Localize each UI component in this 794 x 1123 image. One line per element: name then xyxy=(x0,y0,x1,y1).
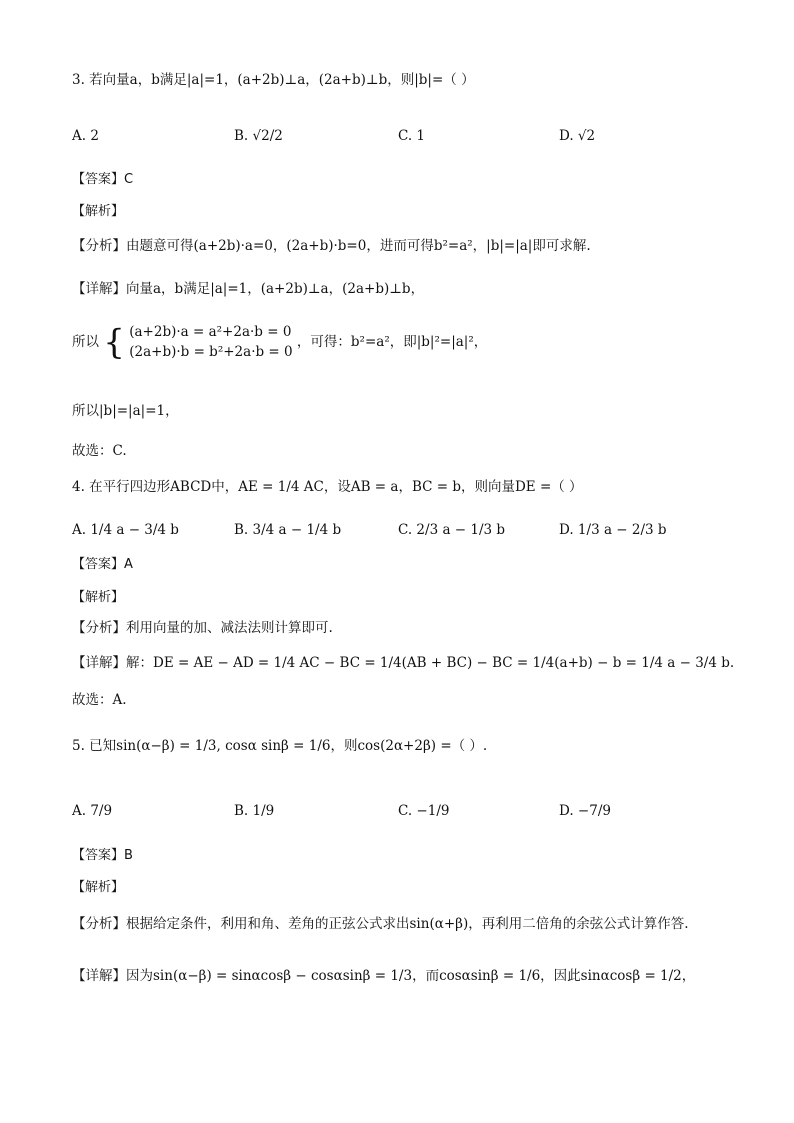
q5-option-a: A. 7/9 xyxy=(72,803,113,819)
q5-option-b: B. 1/9 xyxy=(234,803,275,819)
q3-jiexi-label: 【解析】 xyxy=(72,204,125,219)
q5-stem: 5. 已知sin(α−β) = 1/3, cosα sinβ = 1/6，则cos(2α+2β) =（ ）. xyxy=(72,738,488,754)
q4-choose: 故选：A. xyxy=(72,692,127,708)
q3-analysis: 【分析】由题意可得(a+2b)·a=0，(2a+b)·b=0，进而可得b²=a²，|b|=|a|即可求解. xyxy=(72,238,591,254)
q5-option-d: D. −7/9 xyxy=(559,803,611,819)
q3-answer: 【答案】C xyxy=(72,172,134,187)
q3-result: 所以|b|=|a|=1， xyxy=(72,403,179,419)
q3-system xyxy=(129,322,292,363)
q3-option-a: A. 2 xyxy=(72,128,99,144)
left-brace-icon: { xyxy=(103,322,125,363)
q5-detail: 【详解】因为sin(α−β) = sinαcosβ − cosαsinβ = 1/3，而cosαsinβ = 1/6，因此sinαcosβ = 1/2， xyxy=(72,968,696,984)
q4-option-c: C. 2/3 a − 1/3 b xyxy=(398,522,506,538)
q5-analysis: 【分析】根据给定条件，利用和角、差角的正弦公式求出sin(α+β)，再利用二倍角的余弦公式计算作答. xyxy=(72,916,689,932)
q3-option-d: D. √2 xyxy=(559,128,596,144)
q5-option-c: C. −1/9 xyxy=(398,803,450,819)
q4-option-d: D. 1/3 a − 2/3 b xyxy=(559,522,667,538)
q3-option-c: C. 1 xyxy=(398,128,426,144)
q4-analysis: 【分析】利用向量的加、减法法则计算即可. xyxy=(72,620,333,636)
q4-detail: 【详解】解：DE = AE − AD = 1/4 AC − BC = 1/4(AB + BC) − BC = 1/4(a+b) − b = 1/4 a − 3/4 b. xyxy=(72,655,735,671)
q4-option-a: A. 1/4 a − 3/4 b xyxy=(72,522,179,538)
q3-system-block xyxy=(72,322,487,363)
q5-answer: 【答案】B xyxy=(72,848,133,863)
q4-answer: 【答案】A xyxy=(72,557,133,572)
q5-jiexi-label: 【解析】 xyxy=(72,880,125,895)
q3-stem: 3. 若向量a，b满足|a|=1，(a+2b)⊥a，(2a+b)⊥b，则|b|=（ ） xyxy=(72,72,475,88)
q3-option-b: B. √2/2 xyxy=(234,128,283,144)
q4-option-b: B. 3/4 a − 1/4 b xyxy=(234,522,342,538)
q4-stem: 4. 在平行四边形ABCD中，AE = 1/4 AC，设AB = a，BC = b，则向量DE =（ ） xyxy=(72,479,583,495)
q3-system-line-1: (a+2b)·a = a²+2a·b = 0 xyxy=(129,324,292,340)
q3-choose: 故选：C. xyxy=(72,443,127,459)
q3-system-line-2: (2a+b)·b = b²+2a·b = 0 xyxy=(129,344,293,361)
q3-suoyi-prefix: 所以 xyxy=(72,333,99,350)
q4-jiexi-label: 【解析】 xyxy=(72,590,125,605)
q3-suoyi-suffix: ，可得：b²=a²，即|b|²=|a|²， xyxy=(296,333,488,350)
q3-detail: 【详解】向量a，b满足|a|=1，(a+2b)⊥a，(2a+b)⊥b， xyxy=(72,281,425,297)
